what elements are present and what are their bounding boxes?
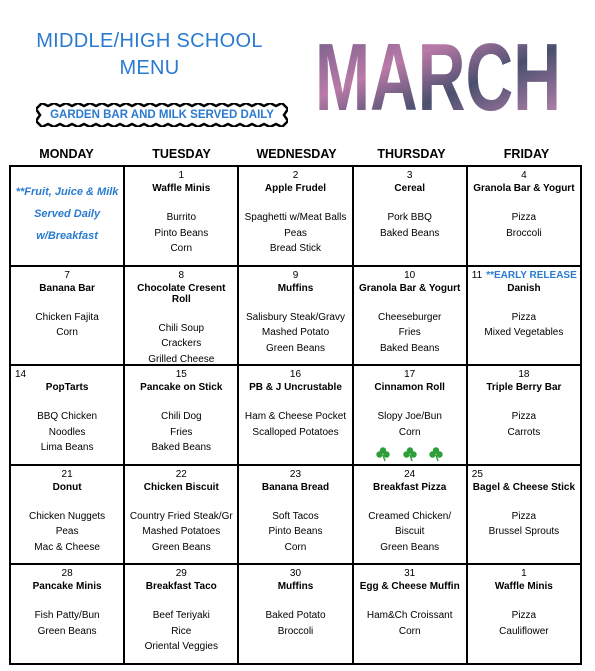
day-number bbox=[125, 170, 237, 181]
lunch-item: Baked Beans bbox=[151, 442, 212, 454]
day-number-text: 18 bbox=[518, 369, 530, 381]
lunch-items bbox=[354, 608, 466, 639]
lunch-items bbox=[239, 210, 351, 257]
day-header-thursday: THURSDAY bbox=[377, 147, 446, 161]
lunch-items bbox=[468, 210, 580, 241]
lunch-item: Rice bbox=[171, 625, 192, 637]
lunch-items bbox=[239, 310, 351, 357]
day-cell bbox=[10, 465, 124, 565]
day-number bbox=[354, 170, 466, 181]
breakfast-item: Breakfast Pizza bbox=[373, 481, 447, 493]
lunch-item: Brussel Sprouts bbox=[488, 526, 560, 538]
lunch-item: Green Beans bbox=[380, 541, 440, 553]
title-line-2: MENU bbox=[119, 57, 180, 79]
garden-bar-banner bbox=[36, 103, 288, 127]
lunch-item: Spaghetti w/Meat Balls bbox=[244, 212, 347, 223]
day-number bbox=[125, 568, 237, 579]
day-number bbox=[354, 568, 466, 579]
day-number-text: 23 bbox=[289, 468, 302, 480]
day-number-text: 4 bbox=[521, 170, 527, 181]
lunch-items bbox=[354, 310, 466, 357]
lunch-item: Salisbury Steak/Gravy bbox=[246, 311, 345, 323]
day-number-text: 3 bbox=[406, 170, 413, 181]
lunch-items bbox=[11, 509, 123, 556]
day-cell bbox=[124, 365, 238, 465]
day-number-text: 1 bbox=[178, 170, 185, 181]
day-number bbox=[11, 568, 123, 579]
day-number bbox=[11, 270, 123, 281]
day-number-text: 24 bbox=[404, 468, 416, 480]
breakfast-item: Apple Frudel bbox=[264, 183, 327, 194]
day-cell bbox=[238, 166, 352, 266]
day-cell bbox=[467, 365, 581, 465]
lunch-items bbox=[468, 509, 580, 540]
breakfast-item: Cinnamon Roll bbox=[374, 382, 445, 394]
day-number-text: 28 bbox=[61, 568, 73, 580]
lunch-item: Oriental Veggies bbox=[144, 641, 218, 653]
lunch-item: Pizza bbox=[511, 610, 537, 622]
banner-text: GARDEN BAR AND MILK SERVED DAILY bbox=[50, 109, 274, 121]
day-number bbox=[239, 369, 351, 380]
breakfast-item: Waffle Minis bbox=[494, 581, 553, 593]
lunch-item: Broccoli bbox=[277, 625, 314, 637]
lunch-item: Green Beans bbox=[151, 541, 211, 553]
lunch-item: Carrots bbox=[507, 426, 541, 438]
breakfast-item: Cereal bbox=[394, 183, 425, 194]
day-number-text: 7 bbox=[64, 269, 70, 281]
day-cell bbox=[353, 365, 467, 465]
day-cell bbox=[353, 564, 467, 664]
lunch-item: Mac & Cheese bbox=[34, 541, 100, 553]
lunch-item: BBQ Chicken bbox=[37, 411, 98, 423]
lunch-item: Mashed Potatoes bbox=[142, 526, 221, 538]
day-header-wednesday: WEDNESDAY bbox=[256, 147, 337, 161]
breakfast-note: **Fruit, Juice & Milk Served Daily w/Breakfast bbox=[15, 186, 119, 242]
day-number-text: 16 bbox=[289, 369, 302, 381]
day-cell bbox=[353, 166, 467, 266]
lunch-item: Green Beans bbox=[37, 625, 97, 637]
day-cell bbox=[238, 465, 352, 565]
early-release-label: **EARLY RELEASE bbox=[486, 269, 577, 281]
day-number bbox=[354, 270, 466, 281]
day-number-text: 31 bbox=[404, 568, 416, 580]
day-number bbox=[354, 469, 466, 480]
breakfast-item: Muffins bbox=[277, 282, 314, 294]
shamrock-icon bbox=[428, 446, 444, 462]
day-cell bbox=[238, 564, 352, 664]
lunch-item: Peas bbox=[55, 526, 79, 538]
lunch-item: Baked Potato bbox=[265, 610, 326, 622]
lunch-item: Pork BBQ bbox=[387, 212, 432, 223]
day-cell bbox=[124, 166, 238, 266]
lunch-items bbox=[239, 608, 351, 639]
lunch-item: Slopy Joe/Bun bbox=[377, 411, 442, 423]
lunch-items bbox=[239, 409, 351, 440]
breakfast-item: PopTarts bbox=[45, 382, 89, 394]
day-number-text: 2 bbox=[292, 170, 299, 181]
lunch-item: Chili Soup bbox=[158, 322, 205, 334]
day-cell bbox=[353, 465, 467, 565]
lunch-item: Burrito bbox=[166, 212, 197, 223]
day-cell bbox=[124, 564, 238, 664]
lunch-items bbox=[468, 409, 580, 440]
lunch-item: Corn bbox=[398, 625, 421, 637]
march-title-graphic bbox=[312, 30, 564, 116]
breakfast-item: Triple Berry Bar bbox=[486, 382, 562, 394]
lunch-item: Country Fried Steak/Gr bbox=[129, 510, 233, 522]
breakfast-item: Donut bbox=[52, 481, 82, 493]
day-number bbox=[239, 270, 351, 281]
day-cell bbox=[353, 266, 467, 366]
lunch-items bbox=[468, 608, 580, 639]
day-number bbox=[472, 270, 580, 281]
day-cell bbox=[467, 266, 581, 366]
day-number-text: 10 bbox=[404, 269, 416, 281]
lunch-items bbox=[239, 509, 351, 556]
title-line-1: MIDDLE/HIGH SCHOOL bbox=[36, 30, 263, 52]
lunch-item: Peas bbox=[284, 227, 307, 239]
lunch-item: Broccoli bbox=[506, 227, 542, 239]
lunch-item: Lima Beans bbox=[40, 442, 94, 454]
day-number bbox=[468, 568, 580, 579]
breakfast-item: Bagel & Cheese Stick bbox=[472, 481, 576, 493]
lunch-items bbox=[125, 509, 237, 556]
day-number bbox=[125, 270, 237, 281]
lunch-item: Grilled Cheese bbox=[148, 353, 215, 365]
lunch-items bbox=[125, 210, 237, 257]
lunch-item: Pizza bbox=[511, 510, 537, 522]
day-cell bbox=[467, 166, 581, 266]
day-number bbox=[125, 369, 237, 380]
day-number bbox=[468, 369, 580, 380]
lunch-item: Chicken Fajita bbox=[35, 311, 99, 323]
day-cell bbox=[467, 465, 581, 565]
menu-title bbox=[22, 28, 277, 82]
day-cell bbox=[10, 365, 124, 465]
day-number-text: 21 bbox=[61, 468, 73, 480]
day-number-text: 8 bbox=[178, 269, 185, 281]
lunch-item: Soft Tacos bbox=[272, 510, 319, 522]
day-number bbox=[15, 369, 123, 380]
lunch-item: Scalloped Potatoes bbox=[252, 426, 339, 438]
day-cell bbox=[10, 266, 124, 366]
month-label: MARCH bbox=[315, 30, 561, 116]
lunch-item: Mixed Vegetables bbox=[484, 327, 564, 339]
lunch-item: Crackers bbox=[161, 338, 202, 350]
lunch-items bbox=[354, 210, 466, 241]
lunch-item: Corn bbox=[398, 426, 421, 438]
lunch-item: Creamed Chicken/ bbox=[368, 510, 452, 522]
lunch-item: Pizza bbox=[511, 311, 537, 323]
lunch-items bbox=[11, 409, 123, 456]
lunch-item: Noodles bbox=[48, 426, 86, 438]
lunch-item: Pinto Beans bbox=[154, 227, 209, 239]
lunch-item: Ham&Ch Croissant bbox=[366, 610, 453, 622]
lunch-item: Pinto Beans bbox=[268, 526, 323, 538]
breakfast-item: Chocolate Cresent Roll bbox=[137, 282, 226, 305]
lunch-item: Corn bbox=[56, 327, 78, 339]
lunch-items bbox=[11, 310, 123, 341]
clover-decoration bbox=[354, 446, 466, 462]
day-cell bbox=[238, 365, 352, 465]
shamrock-icon bbox=[402, 446, 418, 462]
day-number bbox=[239, 170, 351, 181]
menu-calendar-grid bbox=[9, 165, 582, 665]
lunch-item: Cheeseburger bbox=[378, 311, 442, 323]
day-cell bbox=[238, 266, 352, 366]
breakfast-item: Pancake on Stick bbox=[140, 382, 223, 394]
lunch-items bbox=[11, 608, 123, 639]
lunch-item: Ham & Cheese Pocket bbox=[244, 411, 347, 423]
lunch-item: Baked Beans bbox=[379, 342, 440, 354]
lunch-item: Pizza bbox=[511, 212, 537, 223]
day-header-monday: MONDAY bbox=[39, 147, 94, 161]
lunch-item: Bread Stick bbox=[269, 243, 322, 254]
lunch-item: Biscuit bbox=[394, 526, 425, 538]
lunch-item: Fries bbox=[398, 327, 421, 339]
lunch-item: Chicken Nuggets bbox=[29, 510, 106, 522]
lunch-items bbox=[354, 509, 466, 556]
lunch-item: Fries bbox=[170, 426, 193, 438]
lunch-item: Green Beans bbox=[266, 342, 325, 354]
breakfast-item: Chicken Biscuit bbox=[143, 481, 219, 493]
breakfast-item: Pancake Minis bbox=[32, 581, 102, 593]
breakfast-item: Breakfast Taco bbox=[145, 581, 217, 593]
breakfast-item: Banana Bread bbox=[261, 481, 330, 493]
lunch-item: Pizza bbox=[511, 411, 537, 423]
breakfast-item: Muffins bbox=[277, 581, 314, 593]
breakfast-item: Granola Bar & Yogurt bbox=[473, 183, 575, 194]
breakfast-item: Egg & Cheese Muffin bbox=[359, 581, 460, 593]
lunch-item: Beef Teriyaki bbox=[152, 610, 210, 622]
day-cell bbox=[124, 266, 238, 366]
day-number-text: 17 bbox=[404, 369, 416, 381]
day-number-text: 1 bbox=[521, 568, 527, 580]
lunch-items bbox=[354, 409, 466, 440]
lunch-item: Baked Beans bbox=[379, 227, 440, 239]
day-number bbox=[239, 469, 351, 480]
day-number bbox=[11, 469, 123, 480]
breakfast-item: Danish bbox=[507, 282, 541, 294]
breakfast-item: Waffle Minis bbox=[152, 183, 211, 194]
day-number-text: 22 bbox=[175, 468, 187, 480]
lunch-items bbox=[468, 310, 580, 341]
day-number-text: 25 bbox=[471, 468, 483, 480]
lunch-item: Fish Patty/Bun bbox=[34, 610, 100, 622]
day-number bbox=[239, 568, 351, 579]
lunch-item: Mashed Potato bbox=[261, 327, 330, 339]
lunch-item: Corn bbox=[284, 541, 307, 553]
day-number-text: 30 bbox=[289, 568, 302, 580]
day-number bbox=[354, 369, 466, 380]
breakfast-item: Granola Bar & Yogurt bbox=[359, 282, 461, 294]
lunch-item: Cauliflower bbox=[499, 625, 549, 637]
breakfast-item: PB & J Uncrustable bbox=[249, 382, 342, 394]
day-number-text: 14 bbox=[15, 369, 27, 381]
day-number bbox=[472, 469, 580, 480]
day-cell bbox=[467, 564, 581, 664]
shamrock-icon bbox=[375, 446, 391, 462]
day-cell bbox=[124, 465, 238, 565]
lunch-items bbox=[125, 608, 237, 655]
day-cell bbox=[10, 166, 124, 266]
day-number bbox=[125, 469, 237, 480]
lunch-items bbox=[125, 409, 237, 456]
lunch-items bbox=[125, 321, 237, 366]
day-number bbox=[468, 170, 580, 181]
day-number-text: 11 bbox=[471, 269, 483, 281]
breakfast-item: Banana Bar bbox=[39, 282, 95, 294]
day-header-tuesday: TUESDAY bbox=[152, 147, 211, 161]
lunch-item: Chili Dog bbox=[161, 411, 202, 423]
lunch-item: Corn bbox=[170, 243, 193, 254]
day-cell bbox=[10, 564, 124, 664]
day-number-text: 15 bbox=[175, 369, 187, 381]
day-number-text: 29 bbox=[175, 568, 187, 580]
day-number-text: 9 bbox=[292, 269, 299, 281]
day-header-friday: FRIDAY bbox=[503, 147, 550, 161]
